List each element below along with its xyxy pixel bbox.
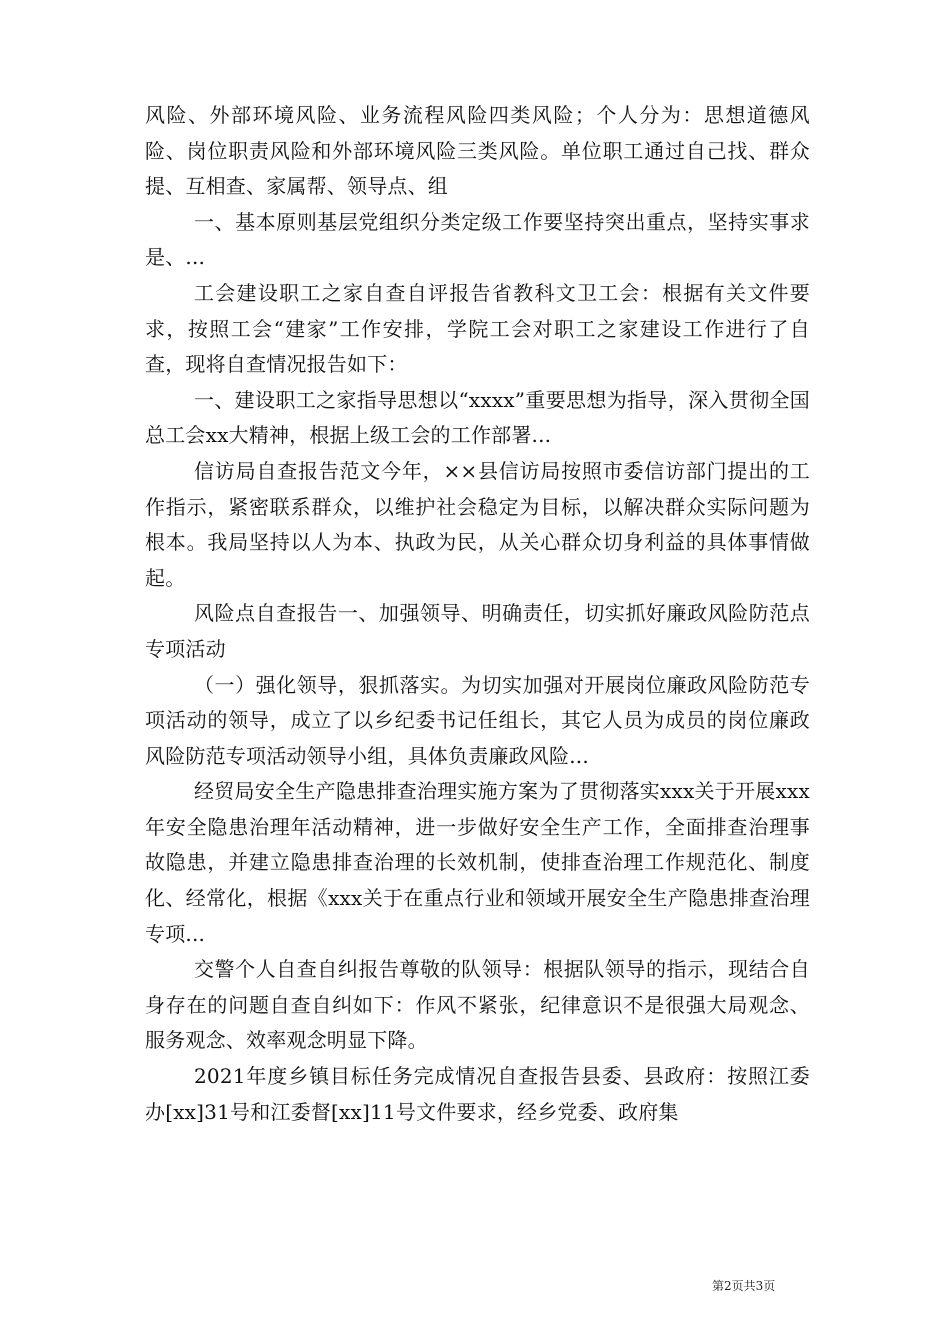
page-number-footer xyxy=(712,1278,775,1294)
document-body xyxy=(145,98,810,1130)
paragraph-2: 一、基本原则基层党组织分类定级工作要坚持突出重点，坚持实事求是、... xyxy=(145,209,810,270)
paragraph-10: 2021年度乡镇目标任务完成情况自查报告县委、县政府：按照江委办[xx]31号和江委督[xx]11号文件要求，经乡党委、政府集 xyxy=(145,1064,810,1124)
page-number-label: 第2页共3页 xyxy=(712,1279,776,1293)
paragraph-7: （一）强化领导，狠抓落实。为切实加强对开展岗位廉政风险防范专项活动的领导，成立了以乡纪委书记任组长，其它人员为成员的岗位廉政风险防范专项活动领导小组，具体负责廉政风险... xyxy=(145,672,810,768)
paragraph-4: 一、建设职工之家指导思想以“xxxx”重要思想为指导，深入贯彻全国总工会xx大精神，根据上级工会的工作部署... xyxy=(145,387,810,448)
paragraph-9: 交警个人自查自纠报告尊敬的队领导：根据队领导的指示，现结合自身存在的问题自查自纠如下：作风不紧张，纪律意识不是很强大局观念、服务观念、效率观念明显下降。 xyxy=(145,957,810,1053)
paragraph-1: 风险、外部环境风险、业务流程风险四类风险；个人分为：思想道德风险、岗位职责风险和外部环境风险三类风险。单位职工通过自己找、群众提、互相查、家属帮、领导点、组 xyxy=(145,103,810,199)
paragraph-3: 工会建设职工之家自查自评报告省教科文卫工会：根据有关文件要求，按照工会“建家”工作安排，学院工会对职工之家建设工作进行了自查，现将自查情况报告如下： xyxy=(145,280,810,377)
paragraph-6: 风险点自查报告一、加强领导、明确责任，切实抓好廉政风险防范点专项活动 xyxy=(145,601,810,661)
paragraph-8: 经贸局安全生产隐患排查治理实施方案为了贯彻落实xxx关于开展xxx年安全隐患治理年活动精神，进一步做好安全生产工作，全面排查治理事故隐患，并建立隐患排查治理的长效机制，使排查治理工作规范化、制度化、经常化，根据《xxx关于在重点行业和领域开展安全生产隐患排查治理专项... xyxy=(145,779,810,946)
paragraph-5: 信访局自查报告范文今年，××县信访局按照市委信访部门提出的工作指示，紧密联系群众，以维护社会稳定为目标，以解决群众实际问题为根本。我局坚持以人为本、执政为民，从关心群众切身利益的具体事情做起。 xyxy=(145,458,810,590)
